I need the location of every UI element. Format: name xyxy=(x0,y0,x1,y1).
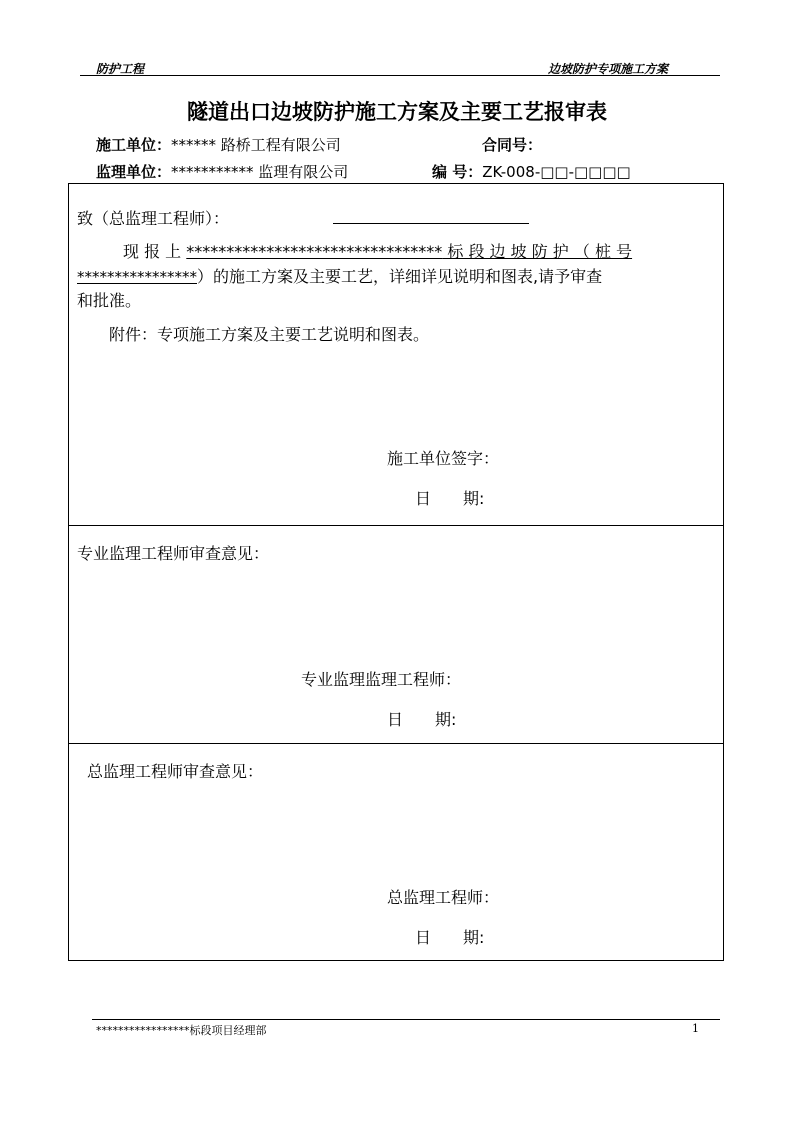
submission-line-1 xyxy=(123,239,632,262)
section-name-blank: ******************************** xyxy=(186,242,443,261)
section-chief-review xyxy=(69,744,723,960)
supervisor-row xyxy=(96,161,348,182)
number-value: ZK-008-□□-□□□□ xyxy=(482,163,631,181)
chief-engineer-blank-line xyxy=(333,223,529,224)
approval-form-table xyxy=(68,183,724,961)
footer-rule xyxy=(92,1019,720,1020)
page-number: 1 xyxy=(692,1022,699,1035)
specialist-opinion-label: 专业监理工程师审查意见： xyxy=(77,544,270,563)
number-row xyxy=(432,161,631,182)
header-left: 防护工程 xyxy=(96,62,145,76)
chief-opinion-label: 总监理工程师审查意见： xyxy=(87,762,264,781)
contractor-date-label: 日 期: xyxy=(415,489,485,508)
contractor-signature-label: 施工单位签字： xyxy=(387,449,500,468)
supervisor-label: 监理单位： xyxy=(96,163,172,181)
document-title: 隧道出口边坡防护施工方案及主要工艺报审表 xyxy=(187,99,607,124)
supervisor-value: *********** 监理有限公司 xyxy=(171,163,349,181)
number-label: 编 号： xyxy=(432,163,483,181)
submission-prefix: 现 报 上 xyxy=(123,242,182,261)
chief-signature-label: 总监理工程师： xyxy=(387,888,500,907)
header-right: 边坡防护专项施工方案 xyxy=(547,62,668,76)
to-chief-engineer-label: 致（总监理工程师）： xyxy=(77,209,230,228)
submission-body: ）的施工方案及主要工艺，详细详见说明和图表,请予审查 xyxy=(197,267,603,286)
contractor-label: 施工单位： xyxy=(96,136,172,154)
attachment-note: 附件：专项施工方案及主要工艺说明和图表。 xyxy=(109,325,430,344)
slope-protection-text: 标 段 边 坡 防 护 （ 桩 号 xyxy=(442,242,633,261)
submission-line-3: 和批准。 xyxy=(77,291,142,310)
chief-date-label: 日 期: xyxy=(415,928,485,947)
specialist-date-label: 日 期: xyxy=(387,710,457,729)
section-submission xyxy=(69,184,723,526)
contract-no-label: 合同号： xyxy=(482,136,543,154)
header-rule xyxy=(80,75,720,76)
footer-department: *****************标段项目经理部 xyxy=(96,1024,267,1037)
contract-no-row xyxy=(482,134,542,155)
section-specialist-review xyxy=(69,526,723,744)
submission-line-2 xyxy=(77,264,602,287)
contractor-value: ****** 路桥工程有限公司 xyxy=(171,136,341,154)
station-number-blank: **************** xyxy=(77,268,197,286)
contractor-row xyxy=(96,134,341,155)
specialist-signature-label: 专业监理监理工程师： xyxy=(301,670,462,689)
